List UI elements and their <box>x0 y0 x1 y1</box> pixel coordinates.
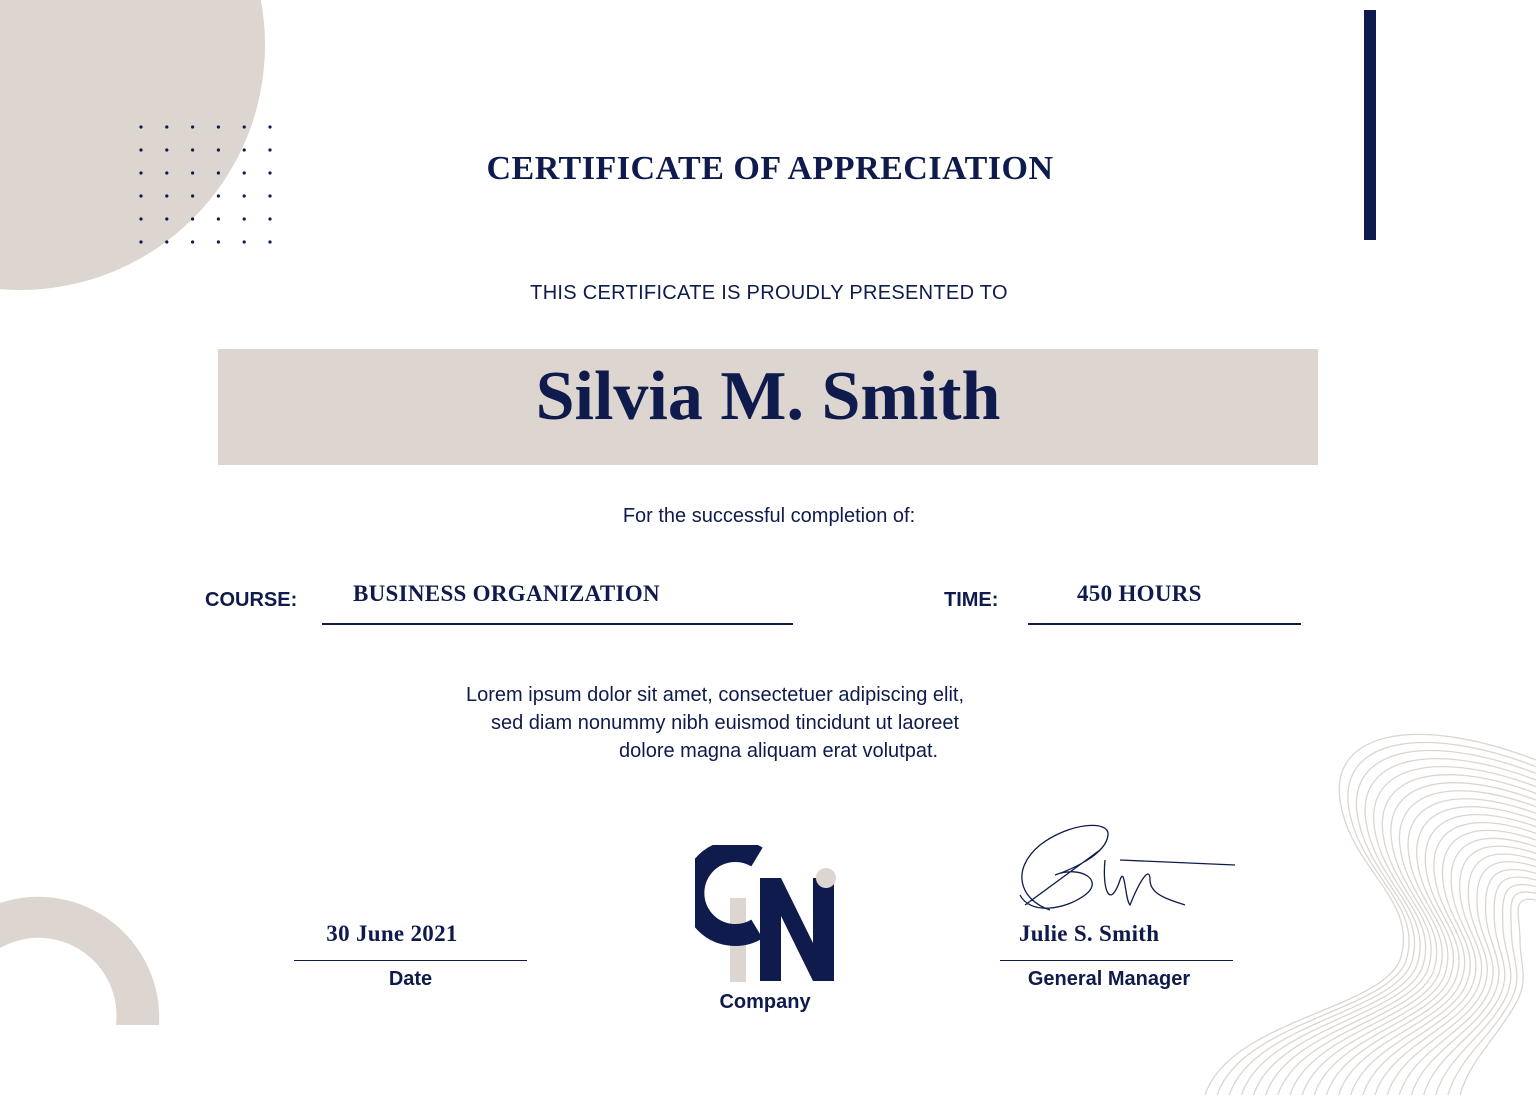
completion-text: For the successful completion of: <box>622 505 916 527</box>
signature-underline <box>1000 960 1233 961</box>
date-value: 30 June 2021 <box>326 921 458 946</box>
date-underline <box>294 960 527 961</box>
dot <box>268 240 271 243</box>
dot <box>217 240 220 243</box>
dot <box>217 194 220 197</box>
dot <box>268 194 271 197</box>
description-line: Lorem ipsum dolor sit amet, consectetuer adipiscing elit, <box>466 684 965 706</box>
course-underline <box>322 623 793 625</box>
dot <box>165 217 168 220</box>
dot <box>191 217 194 220</box>
dot <box>243 125 246 128</box>
dot <box>139 194 142 197</box>
company-logo <box>695 845 845 985</box>
recipient-name: Silvia M. Smith <box>535 358 1001 435</box>
wave-line <box>1399 862 1536 1095</box>
wave-line <box>1290 791 1536 1095</box>
wave-line <box>1229 751 1536 1095</box>
dot <box>243 240 246 243</box>
dot <box>191 194 194 197</box>
dot <box>165 125 168 128</box>
dot <box>165 194 168 197</box>
dot <box>217 125 220 128</box>
wave-line <box>1302 799 1536 1095</box>
dot <box>243 194 246 197</box>
date-label: Date <box>388 968 433 990</box>
decorative-arc <box>0 897 159 1025</box>
course-label: COURSE: <box>205 589 298 611</box>
dot <box>139 240 142 243</box>
signature <box>1010 820 1240 920</box>
wave-line <box>1339 823 1536 1095</box>
description-line: dolore magna aliquam erat volutpat. <box>619 740 939 762</box>
company-label: Company <box>719 991 811 1013</box>
certificate-subtitle: THIS CERTIFICATE IS PROUDLY PRESENTED TO <box>530 282 1008 304</box>
wave-line <box>1387 854 1536 1095</box>
wave-line <box>1241 759 1536 1095</box>
course-value: BUSINESS ORGANIZATION <box>353 581 660 606</box>
decorative-circle <box>0 0 265 290</box>
wave-lines <box>1205 734 1536 1095</box>
time-underline <box>1028 623 1301 625</box>
dot <box>268 125 271 128</box>
dot <box>268 217 271 220</box>
description-line: sed diam nonummy nibh euismod tincidunt ut laoreet <box>491 712 960 734</box>
dot <box>243 217 246 220</box>
dot <box>165 240 168 243</box>
dot <box>217 217 220 220</box>
time-value: 450 HOURS <box>1077 581 1202 606</box>
signer-name: Julie S. Smith <box>1019 921 1160 946</box>
dot <box>191 240 194 243</box>
time-label: TIME: <box>944 589 999 611</box>
dot <box>139 125 142 128</box>
dot <box>139 217 142 220</box>
dot <box>191 125 194 128</box>
certificate-title: CERTIFICATE OF APPRECIATION <box>486 150 1054 187</box>
decorative-vertical-bar <box>1364 10 1376 240</box>
wave-line <box>1375 846 1536 1095</box>
wave-line <box>1460 899 1536 1095</box>
signer-title: General Manager <box>1027 968 1191 990</box>
